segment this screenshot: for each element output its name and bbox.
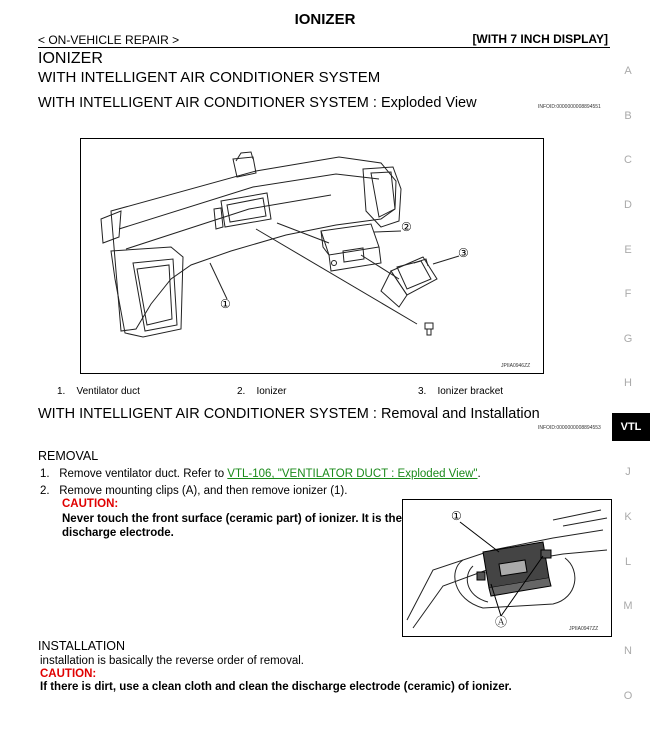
side-index-H[interactable]: H: [624, 377, 632, 389]
legend-item-1: 1. Ventilator duct: [57, 386, 140, 397]
installation-text: installation is basically the reverse order of removal.: [40, 655, 304, 667]
removal-figure: [402, 499, 612, 637]
removal-installation-heading: WITH INTELLIGENT AIR CONDITIONER SYSTEM : Removal and Installation: [38, 406, 540, 422]
legend-item-2: 2. Ionizer: [237, 386, 287, 397]
step-1: 1. Remove ventilator duct. Refer to VTL-106, "VENTILATOR DUCT : Exploded View".: [40, 468, 481, 480]
removal-illustration: [403, 500, 611, 636]
breadcrumb: < ON-VEHICLE REPAIR >: [38, 33, 180, 47]
infoid-2: INFOID:0000000008894553: [538, 425, 601, 431]
caution2-text: If there is dirt, use a clean cloth and clean the discharge electrode (ceramic) of ionizer.: [40, 681, 512, 693]
figure-code-1: JPIIA0946ZZ: [501, 363, 531, 369]
callout-1-removal: ①: [451, 509, 462, 523]
removal-heading: REMOVAL: [38, 449, 99, 463]
figure-code-2: JPIIA0947ZZ: [569, 626, 599, 632]
side-index-N[interactable]: N: [624, 645, 632, 657]
step-2: 2. Remove mounting clips (A), and then remove ionizer (1).: [40, 485, 348, 497]
exploded-view-illustration: [81, 139, 543, 373]
display-tag: [WITH 7 INCH DISPLAY]: [472, 32, 608, 46]
section-heading-sub: WITH INTELLIGENT AIR CONDITIONER SYSTEM: [38, 69, 381, 86]
section-heading-main: IONIZER: [38, 50, 103, 67]
vtl-106-link[interactable]: VTL-106, "VENTILATOR DUCT : Exploded View": [227, 468, 478, 480]
callout-1: ①: [220, 297, 231, 311]
page-title: IONIZER: [294, 11, 356, 28]
header-rule: [38, 47, 610, 48]
side-index-A[interactable]: A: [624, 65, 632, 77]
side-index-F[interactable]: F: [624, 288, 632, 300]
side-index-B[interactable]: B: [624, 110, 632, 122]
caution2-label: CAUTION:: [40, 668, 97, 680]
callout-a: Ⓐ: [495, 615, 508, 629]
callout-2: ②: [401, 220, 412, 234]
exploded-view-heading: WITH INTELLIGENT AIR CONDITIONER SYSTEM : Exploded View: [38, 95, 477, 111]
infoid-1: INFOID:0000000008894551: [538, 104, 601, 110]
caution-text: Never touch the front surface (ceramic part) of ionizer. It is the discharge electrode.: [62, 513, 402, 539]
side-index-E[interactable]: E: [624, 244, 632, 256]
caution-label: CAUTION:: [62, 498, 119, 510]
side-index-K[interactable]: K: [624, 511, 632, 523]
exploded-view-figure: [80, 138, 544, 374]
side-index-C[interactable]: C: [624, 154, 632, 166]
side-index-G[interactable]: G: [623, 333, 633, 345]
legend-item-3: 3. Ionizer bracket: [418, 386, 504, 397]
callout-3: ③: [458, 246, 469, 260]
side-index-D[interactable]: D: [624, 199, 632, 211]
side-index-J[interactable]: J: [625, 466, 631, 478]
side-index-M[interactable]: M: [623, 600, 633, 612]
side-index-O[interactable]: O: [623, 690, 633, 702]
side-index-L[interactable]: L: [624, 556, 632, 568]
installation-heading: INSTALLATION: [38, 639, 126, 653]
side-index-vtl-tab[interactable]: VTL: [612, 413, 650, 441]
